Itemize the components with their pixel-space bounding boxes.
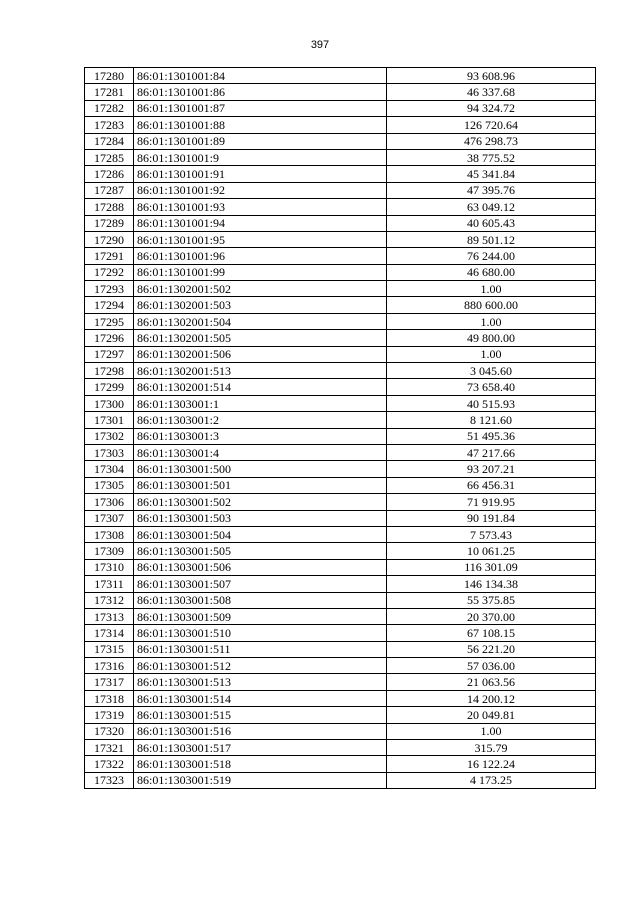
table-row [85,166,596,182]
cadastral-number-cell: 86:01:1303001:509 [134,608,387,624]
table-row [85,576,596,592]
row-number-cell: 17289 [85,215,134,231]
table-row [85,477,596,493]
table-row [85,559,596,575]
table-row [85,641,596,657]
row-number-cell: 17317 [85,674,134,690]
table-row [85,68,596,84]
cadastral-number-cell: 86:01:1303001:511 [134,641,387,657]
cadastral-value-cell: 49 800.00 [387,330,596,346]
table-row [85,707,596,723]
cadastral-number-cell: 86:01:1301001:99 [134,264,387,280]
table-row [85,690,596,706]
cadastral-value-cell: 315.79 [387,740,596,756]
row-number-cell: 17280 [85,68,134,84]
cadastral-number-cell: 86:01:1303001:515 [134,707,387,723]
row-number-cell: 17299 [85,379,134,395]
row-number-cell: 17297 [85,346,134,362]
cadastral-number-cell: 86:01:1301001:9 [134,149,387,165]
cadastral-number-cell: 86:01:1302001:506 [134,346,387,362]
table-body [85,68,596,789]
cadastral-value-cell: 46 680.00 [387,264,596,280]
table-row [85,100,596,116]
cadastral-value-cell: 63 049.12 [387,199,596,215]
cadastral-value-cell: 146 134.38 [387,576,596,592]
table-row [85,674,596,690]
cadastral-number-cell: 86:01:1301001:94 [134,215,387,231]
cadastral-value-cell: 90 191.84 [387,510,596,526]
row-number-cell: 17306 [85,494,134,510]
table-row [85,658,596,674]
table-row [85,313,596,329]
cadastral-number-cell: 86:01:1303001:508 [134,592,387,608]
cadastral-value-cell: 1.00 [387,313,596,329]
table-row [85,199,596,215]
row-number-cell: 17284 [85,133,134,149]
cadastral-value-cell: 126 720.64 [387,117,596,133]
table-row [85,412,596,428]
row-number-cell: 17295 [85,313,134,329]
row-number-cell: 17316 [85,658,134,674]
cadastral-value-cell: 47 217.66 [387,444,596,460]
row-number-cell: 17312 [85,592,134,608]
cadastral-number-cell: 86:01:1301001:92 [134,182,387,198]
table-row [85,330,596,346]
row-number-cell: 17315 [85,641,134,657]
table-row [85,395,596,411]
row-number-cell: 17320 [85,723,134,739]
cadastral-number-cell: 86:01:1302001:513 [134,363,387,379]
cadastral-value-cell: 40 515.93 [387,395,596,411]
row-number-cell: 17307 [85,510,134,526]
cadastral-number-cell: 86:01:1303001:506 [134,559,387,575]
cadastral-value-cell: 8 121.60 [387,412,596,428]
table-row [85,756,596,772]
table-row [85,625,596,641]
row-number-cell: 17286 [85,166,134,182]
cadastral-number-cell: 86:01:1301001:95 [134,231,387,247]
table-row [85,428,596,444]
table-row [85,231,596,247]
cadastral-value-table [84,67,596,789]
row-number-cell: 17281 [85,84,134,100]
row-number-cell: 17285 [85,149,134,165]
cadastral-number-cell: 86:01:1302001:514 [134,379,387,395]
row-number-cell: 17318 [85,690,134,706]
cadastral-number-cell: 86:01:1303001:1 [134,395,387,411]
cadastral-number-cell: 86:01:1303001:507 [134,576,387,592]
cadastral-value-cell: 66 456.31 [387,477,596,493]
table-row [85,117,596,133]
row-number-cell: 17309 [85,543,134,559]
row-number-cell: 17322 [85,756,134,772]
cadastral-number-cell: 86:01:1303001:513 [134,674,387,690]
cadastral-value-cell: 7 573.43 [387,526,596,542]
cadastral-number-cell: 86:01:1303001:500 [134,461,387,477]
cadastral-value-cell: 56 221.20 [387,641,596,657]
table-row [85,248,596,264]
cadastral-value-cell: 55 375.85 [387,592,596,608]
cadastral-number-cell: 86:01:1301001:84 [134,68,387,84]
cadastral-number-cell: 86:01:1303001:510 [134,625,387,641]
row-number-cell: 17283 [85,117,134,133]
cadastral-number-cell: 86:01:1303001:3 [134,428,387,444]
cadastral-number-cell: 86:01:1303001:502 [134,494,387,510]
cadastral-value-cell: 3 045.60 [387,363,596,379]
cadastral-value-cell: 94 324.72 [387,100,596,116]
cadastral-value-cell: 14 200.12 [387,690,596,706]
row-number-cell: 17323 [85,772,134,788]
cadastral-value-cell: 40 605.43 [387,215,596,231]
row-number-cell: 17292 [85,264,134,280]
cadastral-number-cell: 86:01:1301001:89 [134,133,387,149]
row-number-cell: 17288 [85,199,134,215]
row-number-cell: 17311 [85,576,134,592]
cadastral-value-cell: 93 608.96 [387,68,596,84]
cadastral-value-cell: 51 495.36 [387,428,596,444]
cadastral-number-cell: 86:01:1303001:501 [134,477,387,493]
table-row [85,215,596,231]
table-row [85,526,596,542]
cadastral-value-cell: 89 501.12 [387,231,596,247]
cadastral-value-cell: 47 395.76 [387,182,596,198]
cadastral-value-cell: 45 341.84 [387,166,596,182]
table-row [85,723,596,739]
cadastral-number-cell: 86:01:1303001:518 [134,756,387,772]
cadastral-value-cell: 38 775.52 [387,149,596,165]
row-number-cell: 17301 [85,412,134,428]
row-number-cell: 17290 [85,231,134,247]
table-row [85,133,596,149]
row-number-cell: 17304 [85,461,134,477]
cadastral-number-cell: 86:01:1302001:505 [134,330,387,346]
cadastral-number-cell: 86:01:1302001:502 [134,281,387,297]
row-number-cell: 17308 [85,526,134,542]
cadastral-value-cell: 880 600.00 [387,297,596,313]
cadastral-number-cell: 86:01:1303001:516 [134,723,387,739]
cadastral-value-cell: 46 337.68 [387,84,596,100]
table-row [85,461,596,477]
table-row [85,444,596,460]
cadastral-value-cell: 20 370.00 [387,608,596,624]
row-number-cell: 17296 [85,330,134,346]
cadastral-value-cell: 67 108.15 [387,625,596,641]
cadastral-value-cell: 21 063.56 [387,674,596,690]
cadastral-value-cell: 71 919.95 [387,494,596,510]
cadastral-value-cell: 10 061.25 [387,543,596,559]
table-row [85,592,596,608]
cadastral-number-cell: 86:01:1303001:4 [134,444,387,460]
table-row [85,379,596,395]
cadastral-value-cell: 476 298.73 [387,133,596,149]
cadastral-number-cell: 86:01:1303001:504 [134,526,387,542]
row-number-cell: 17287 [85,182,134,198]
table-row [85,510,596,526]
cadastral-value-cell: 93 207.21 [387,461,596,477]
row-number-cell: 17305 [85,477,134,493]
row-number-cell: 17303 [85,444,134,460]
cadastral-number-cell: 86:01:1301001:91 [134,166,387,182]
page-number: 397 [310,39,330,51]
cadastral-number-cell: 86:01:1302001:503 [134,297,387,313]
cadastral-value-cell: 1.00 [387,346,596,362]
row-number-cell: 17298 [85,363,134,379]
table-row [85,182,596,198]
cadastral-value-cell: 73 658.40 [387,379,596,395]
cadastral-number-cell: 86:01:1301001:87 [134,100,387,116]
table-row [85,740,596,756]
cadastral-number-cell: 86:01:1303001:2 [134,412,387,428]
table-row [85,297,596,313]
cadastral-value-cell: 116 301.09 [387,559,596,575]
cadastral-number-cell: 86:01:1303001:512 [134,658,387,674]
row-number-cell: 17321 [85,740,134,756]
row-number-cell: 17291 [85,248,134,264]
table-row [85,494,596,510]
row-number-cell: 17293 [85,281,134,297]
table-row [85,363,596,379]
table-row [85,772,596,788]
cadastral-value-cell: 57 036.00 [387,658,596,674]
row-number-cell: 17310 [85,559,134,575]
cadastral-value-cell: 4 173.25 [387,772,596,788]
row-number-cell: 17282 [85,100,134,116]
table-row [85,84,596,100]
table-row [85,281,596,297]
cadastral-number-cell: 86:01:1303001:505 [134,543,387,559]
cadastral-value-cell: 16 122.24 [387,756,596,772]
table-row [85,264,596,280]
cadastral-value-cell: 20 049.81 [387,707,596,723]
cadastral-value-cell: 1.00 [387,723,596,739]
row-number-cell: 17300 [85,395,134,411]
row-number-cell: 17294 [85,297,134,313]
table-row [85,149,596,165]
row-number-cell: 17313 [85,608,134,624]
cadastral-number-cell: 86:01:1301001:88 [134,117,387,133]
cadastral-number-cell: 86:01:1303001:514 [134,690,387,706]
cadastral-number-cell: 86:01:1302001:504 [134,313,387,329]
cadastral-value-cell: 1.00 [387,281,596,297]
cadastral-number-cell: 86:01:1301001:96 [134,248,387,264]
cadastral-number-cell: 86:01:1301001:93 [134,199,387,215]
cadastral-number-cell: 86:01:1303001:503 [134,510,387,526]
cadastral-number-cell: 86:01:1301001:86 [134,84,387,100]
table-row [85,346,596,362]
table-row [85,543,596,559]
row-number-cell: 17314 [85,625,134,641]
cadastral-value-cell: 76 244.00 [387,248,596,264]
row-number-cell: 17319 [85,707,134,723]
row-number-cell: 17302 [85,428,134,444]
cadastral-number-cell: 86:01:1303001:519 [134,772,387,788]
cadastral-number-cell: 86:01:1303001:517 [134,740,387,756]
table-row [85,608,596,624]
